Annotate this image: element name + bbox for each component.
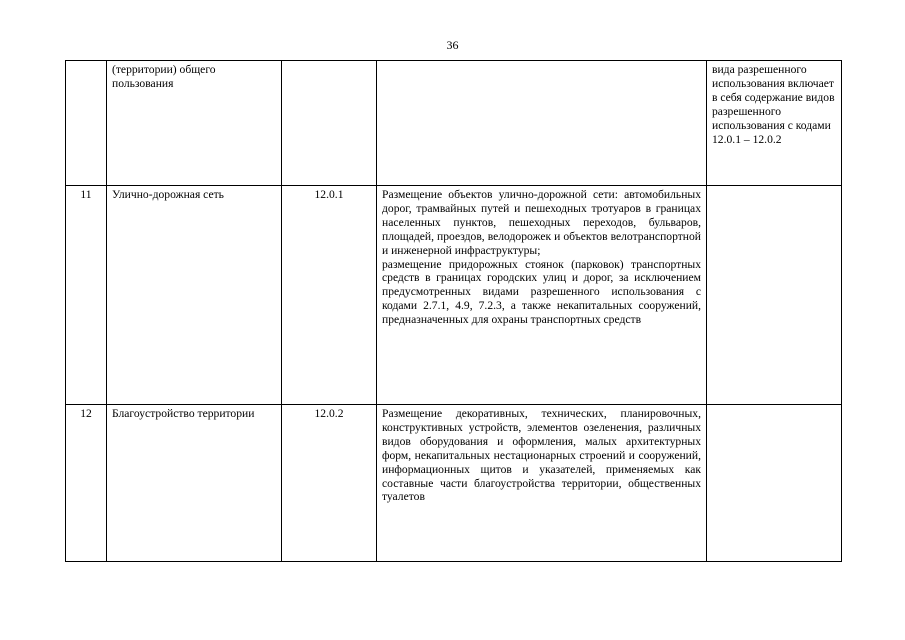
row-number-cell <box>66 61 107 186</box>
use-code-cell: 12.0.2 <box>282 405 377 562</box>
description-cell <box>377 186 707 405</box>
use-name-cell: (территории) общего пользования <box>107 61 282 186</box>
note-cell <box>707 405 842 562</box>
note-cell <box>707 186 842 405</box>
row-number-cell: 12 <box>66 405 107 562</box>
land-use-table <box>65 60 842 562</box>
use-name-cell: Улично-дорожная сеть <box>107 186 282 405</box>
description-cell <box>377 405 707 562</box>
note-cell: вида разрешенного использования включает в себя содержание видов разрешенного использования с кодами 12.0.1 – 12.0.2 <box>707 61 842 186</box>
use-code-cell <box>282 61 377 186</box>
table-row <box>66 186 842 405</box>
use-code-cell: 12.0.1 <box>282 186 377 405</box>
row-number-cell: 11 <box>66 186 107 405</box>
use-name-cell: Благоустройство территории <box>107 405 282 562</box>
description-paragraph: Размещение декоративных, технических, планировочных, конструктивных устройств, элементов озеленения, различных видов оборудования и оформления, малых архитектурных форм, некапитальных нестационарных строений и сооружений, информационных щитов и указателей, применяемых как составные части благоустройства территории, общественных туалетов <box>382 407 701 504</box>
description-paragraph: размещение придорожных стоянок (парковок) транспортных средств в границах городских улиц и дорог, за исключением предусмотренных видами разрешенного использования с кодами 2.7.1, 4.9, 7.2.3, а также некапитальных сооружений, предназначенных для охраны транспортных средств <box>382 257 701 327</box>
table-row <box>66 405 842 562</box>
page-number: 36 <box>446 38 459 52</box>
description-cell <box>377 61 707 186</box>
table-row <box>66 61 842 186</box>
description-paragraph: Размещение объектов улично-дорожной сети: автомобильных дорог, трамвайных путей и пешеходных тротуаров в границах населенных пунктов, пешеходных переходов, бульваров, площадей, проездов, велодорожек и объектов велотранспортной и инженерной инфраструктуры; <box>382 188 701 257</box>
